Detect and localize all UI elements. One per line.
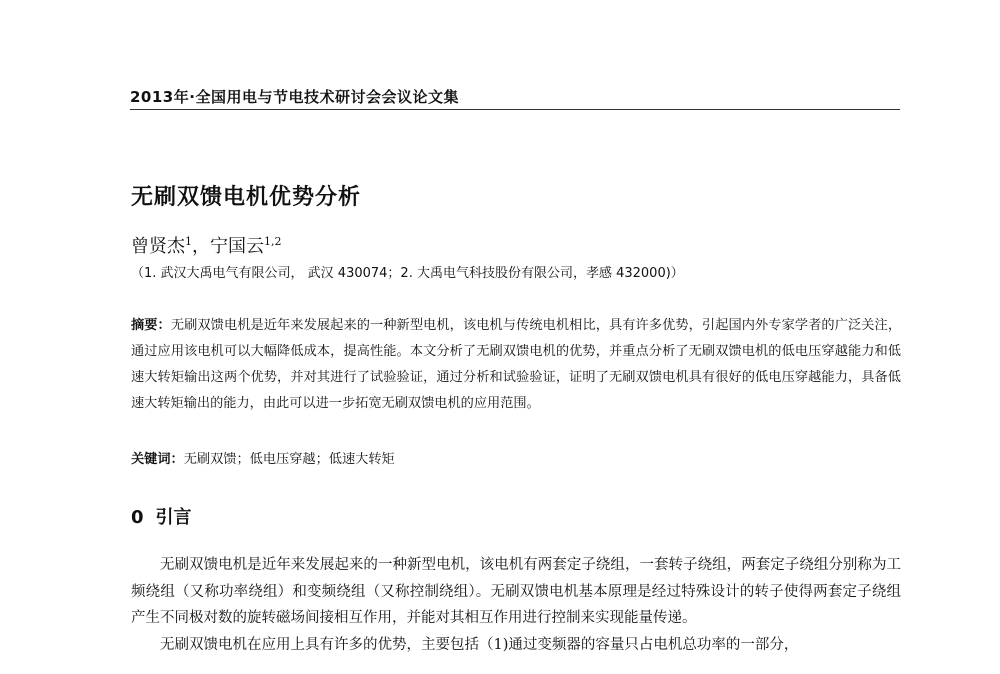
section-heading [131, 503, 192, 529]
author-name: 宁国云 [210, 236, 264, 257]
keywords-label: 关键词： [131, 452, 184, 467]
header-rule [130, 109, 900, 110]
author-name: 曾贤杰 [131, 236, 185, 257]
abstract [131, 313, 901, 417]
keywords [131, 448, 395, 467]
abstract-label: 摘要： [131, 318, 171, 333]
abstract-text: 无刷双馈电机是近年来发展起来的一种新型电机，该电机与传统电机相比，具有许多优势，引起国内外专家学者的广泛关注，通过应用该电机可以大幅降低成本，提高性能。本文分析了无刷双馈电机的优势，并重点分析了无刷双馈电机的低电压穿越能力和低速大转矩输出这两个优势，并对其进行了试验验证，通过分析和试验验证，证明了无刷双馈电机具有很好的低电压穿越能力，具备低速大转矩输出的能力，由此可以进一步拓宽无刷双馈电机的应用范围。 [131, 318, 902, 411]
body-paragraph: 无刷双馈电机在应用上具有许多的优势，主要包括（1)通过变频器的容量只占电机总功率的一部分， [160, 636, 799, 653]
keywords-text: 无刷双馈；低电压穿越；低速大转矩 [183, 452, 395, 467]
author-line [131, 232, 282, 258]
author-affiliation-mark: 1,2 [264, 235, 282, 248]
running-header: 2013年·全国用电与节电技术研讨会会议论文集 [130, 88, 459, 106]
author-affiliation-mark: 1 [185, 235, 192, 248]
section-title: 引言 [155, 507, 192, 528]
author-separator: ， [192, 236, 210, 257]
affiliation-line: （1. 武汉大禹电气有限公司， 武汉 430074；2. 大禹电气科技股份有限公司，孝感 432000)） [131, 266, 684, 281]
section-body [131, 552, 901, 658]
body-paragraph: 无刷双馈电机是近年来发展起来的一种新型电机，该电机有两套定子绕组，一套转子绕组，两套定子绕组分别称为工频绕组（又称功率绕组）和变频绕组（又称控制绕组）。无刷双馈电机基本原理是经过特殊设计的转子使得两套定子绕组产生不同极对数的旋转磁场间接相互作用，并能对其相互作用进行控制来实现能量传递。 [131, 557, 901, 626]
section-number: 0 [131, 507, 144, 528]
paper-title: 无刷双馈电机优势分析 [131, 185, 362, 210]
